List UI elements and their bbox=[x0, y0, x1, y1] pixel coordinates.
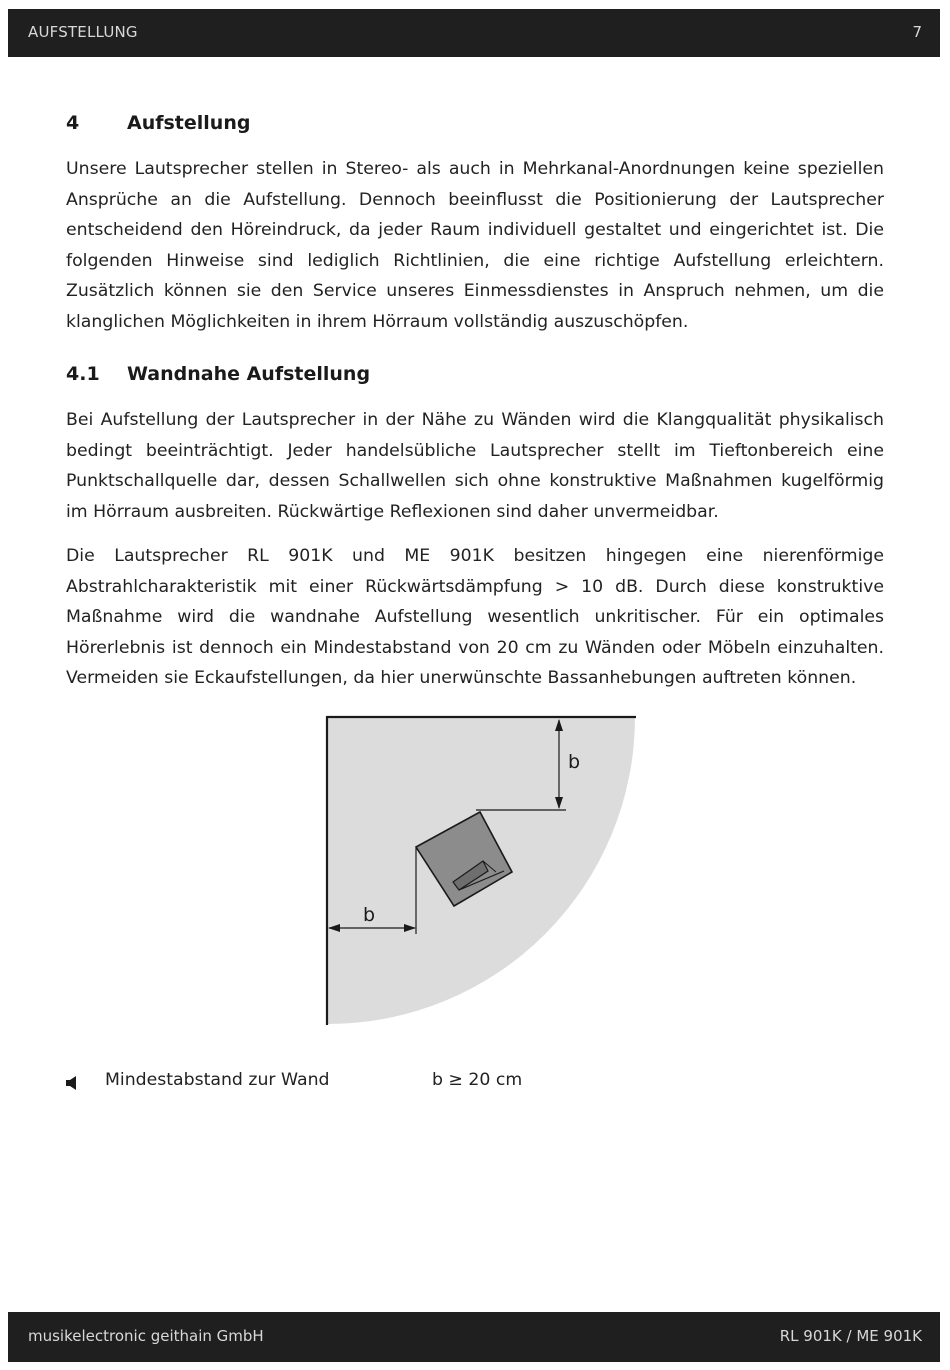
page-footer bbox=[8, 1312, 940, 1362]
corner-placement-diagram bbox=[320, 712, 645, 1032]
footer-company: musikelectronic geithain GmbH bbox=[28, 1327, 264, 1345]
subsection-title: Wandnahe Aufstellung bbox=[127, 363, 371, 385]
footer-models: RL 901K / ME 901K bbox=[779, 1327, 922, 1345]
section-heading-4 bbox=[66, 112, 250, 134]
subsection-number: 4.1 bbox=[66, 363, 100, 385]
section-4-paragraph: Unsere Lautsprecher stellen in Stereo- als auch in Mehrkanal-Anordnungen keine speziellen Ansprüche an die Aufstellung. Dennoch beeinflusst die Positionierung der Lautsprecher entscheidend den Höreindruck, da jeder Raum individuell gestaltet und eingerichtet ist. Die folgenden Hinweise sind lediglich Richtlinien, die eine richtige Aufstellung erleichtern. Zusätzlich können sie den Service unseres Einmessdienstes in Anspruch nehmen, um die klanglichen Möglichkeiten in ihrem Hörraum vollständig auszuschöpfen. bbox=[66, 159, 884, 332]
diagram-svg bbox=[320, 712, 645, 1032]
legend-label: Mindestabstand zur Wand bbox=[105, 1070, 330, 1090]
dimension-label-top: b bbox=[568, 751, 581, 773]
legend-value: b ≥ 20 cm bbox=[432, 1070, 523, 1090]
section-heading-4-1 bbox=[66, 363, 370, 385]
section-number: 4 bbox=[66, 112, 80, 134]
section-4-1-paragraph-1: Bei Aufstellung der Lautsprecher in der Nähe zu Wänden wird die Klangqualität physikalisch bedingt beeinträchtigt. Jeder handelsübliche Lautsprecher stellt im Tieftonbereich eine Punktschallquelle dar, dessen Schallwellen sich ohne konstruktive Maßnahmen kugelförmig im Hörraum ausbreiten. Rückwärtige Reflexionen sind daher unvermeidbar. bbox=[66, 410, 884, 522]
header-section-title: AUFSTELLUNG bbox=[28, 23, 138, 41]
page-number: 7 bbox=[912, 23, 922, 41]
section-title: Aufstellung bbox=[127, 112, 251, 134]
page-header bbox=[8, 9, 940, 57]
dimension-label-left: b bbox=[363, 904, 376, 926]
bullet-triangle-icon bbox=[66, 1076, 76, 1090]
section-4-1-paragraph-2: Die Lautsprecher RL 901K und ME 901K besitzen hingegen eine nierenförmige Abstrahlcharakteristik mit einer Rückwärtsdämpfung > 10 dB. Durch diese konstruktive Maßnahme wird die wandnahe Aufstellung wesentlich unkritischer. Für ein optimales Hörerlebnis ist dennoch ein Mindestabstand von 20 cm zu Wänden oder Möbeln einzuhalten. Vermeiden sie Eckaufstellungen, da hier unerwünschte Bassanhebungen auftreten können. bbox=[66, 546, 884, 688]
